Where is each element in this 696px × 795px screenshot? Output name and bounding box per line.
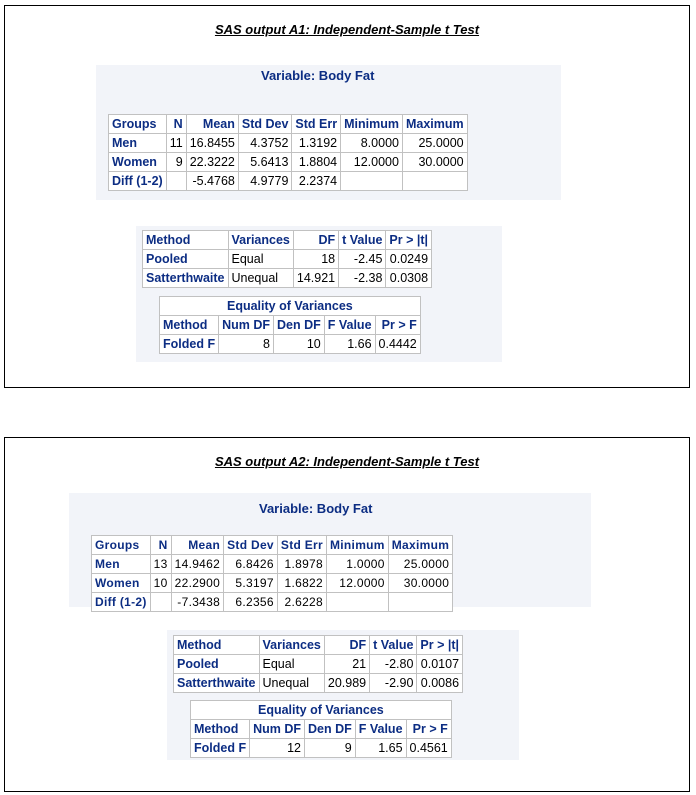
column-header: t Value — [339, 231, 386, 250]
column-header: Groups — [109, 115, 167, 134]
table-row — [160, 335, 421, 354]
sas-output-a2-panel — [4, 437, 690, 792]
table-cell: 14.921 — [293, 269, 338, 288]
column-header: Den DF — [274, 316, 325, 335]
ttest-table — [142, 230, 432, 288]
table-cell — [327, 593, 389, 612]
panel-title: SAS output A1: Independent-Sample t Test — [214, 22, 480, 37]
table-cell: Equal — [228, 250, 293, 269]
table-row — [92, 593, 453, 612]
table-row — [143, 269, 432, 288]
table-cell — [388, 593, 452, 612]
table-cell: Unequal — [228, 269, 293, 288]
table-cell: Unequal — [259, 674, 324, 693]
table-row — [174, 655, 463, 674]
column-header: Maximum — [402, 115, 467, 134]
table-cell: 1.3192 — [292, 134, 341, 153]
table-title: Equality of Variances — [160, 297, 421, 316]
column-header: Std Dev — [224, 536, 278, 555]
table-cell: 0.4442 — [375, 335, 420, 354]
table-cell: 4.9779 — [238, 172, 292, 191]
table-cell: 18 — [293, 250, 338, 269]
table-cell: 4.3752 — [238, 134, 292, 153]
table-cell: 5.3197 — [224, 574, 278, 593]
equality-of-variances-table — [190, 700, 452, 758]
table-cell: 0.0107 — [417, 655, 463, 674]
table-header-row — [160, 316, 421, 335]
column-header: Mean — [171, 536, 223, 555]
column-header: DF — [324, 636, 369, 655]
column-header: F Value — [324, 316, 375, 335]
table-cell: -7.3438 — [171, 593, 223, 612]
column-header: Pr > |t| — [417, 636, 463, 655]
table-cell: 1.8978 — [277, 555, 326, 574]
table-row — [109, 172, 468, 191]
column-header: Minimum — [327, 536, 389, 555]
table-cell: 0.0249 — [386, 250, 432, 269]
table-cell: 25.0000 — [388, 555, 452, 574]
table-cell: Equal — [259, 655, 324, 674]
table-cell: 14.9462 — [171, 555, 223, 574]
row-header: Diff (1-2) — [109, 172, 167, 191]
table-cell: -2.90 — [370, 674, 417, 693]
column-header: Num DF — [250, 720, 305, 739]
table-cell: 6.2356 — [224, 593, 278, 612]
table-cell: 11 — [166, 134, 186, 153]
table-row — [92, 574, 453, 593]
table-cell: 6.8426 — [224, 555, 278, 574]
table-cell: 12 — [250, 739, 305, 758]
table-cell: 0.0308 — [386, 269, 432, 288]
table-cell: 12.0000 — [341, 153, 403, 172]
table-cell: -2.80 — [370, 655, 417, 674]
column-header: Variances — [228, 231, 293, 250]
row-header: Folded F — [191, 739, 250, 758]
table-cell: 9 — [305, 739, 356, 758]
table-cell: 22.3222 — [186, 153, 238, 172]
column-header: Method — [143, 231, 229, 250]
table-cell: -2.38 — [339, 269, 386, 288]
column-header: Minimum — [341, 115, 403, 134]
column-header: Method — [160, 316, 219, 335]
table-cell: 13 — [150, 555, 171, 574]
row-header: Pooled — [143, 250, 229, 269]
column-header: Pr > |t| — [386, 231, 432, 250]
panel-title: SAS output A2: Independent-Sample t Test — [214, 454, 480, 469]
row-header: Diff (1-2) — [92, 593, 151, 612]
table-cell: 1.0000 — [327, 555, 389, 574]
row-header: Men — [109, 134, 167, 153]
table-header-row — [191, 720, 452, 739]
column-header: DF — [293, 231, 338, 250]
table-cell: 9 — [166, 153, 186, 172]
table-row — [109, 134, 468, 153]
table-cell: 16.8455 — [186, 134, 238, 153]
table-cell: 1.6822 — [277, 574, 326, 593]
table-cell: 10 — [150, 574, 171, 593]
table-header-row — [92, 536, 453, 555]
row-header: Satterthwaite — [143, 269, 229, 288]
table-cell: 1.8804 — [292, 153, 341, 172]
row-header: Satterthwaite — [174, 674, 260, 693]
ttest-table — [173, 635, 463, 693]
table-cell — [341, 172, 403, 191]
table-cell: 25.0000 — [402, 134, 467, 153]
table-row — [109, 153, 468, 172]
column-header: t Value — [370, 636, 417, 655]
column-header: Den DF — [305, 720, 356, 739]
table-cell: 22.2900 — [171, 574, 223, 593]
table-cell: 12.0000 — [327, 574, 389, 593]
column-header: Method — [174, 636, 260, 655]
table-header-row — [174, 636, 463, 655]
table-cell: 8 — [219, 335, 274, 354]
table-title-row — [191, 701, 452, 720]
table-cell — [402, 172, 467, 191]
table-cell: 5.6413 — [238, 153, 292, 172]
table-cell: -2.45 — [339, 250, 386, 269]
column-header: Std Err — [277, 536, 326, 555]
table-cell: 1.66 — [324, 335, 375, 354]
table-row — [174, 674, 463, 693]
table-cell: -5.4768 — [186, 172, 238, 191]
column-header: Std Dev — [238, 115, 292, 134]
table-cell — [150, 593, 171, 612]
column-header: Method — [191, 720, 250, 739]
statistics-table — [108, 114, 468, 191]
column-header: F Value — [355, 720, 406, 739]
column-header: Std Err — [292, 115, 341, 134]
table-title-row — [160, 297, 421, 316]
row-header: Men — [92, 555, 151, 574]
equality-of-variances-table — [159, 296, 421, 354]
table-row — [143, 250, 432, 269]
column-header: Variances — [259, 636, 324, 655]
table-cell — [166, 172, 186, 191]
table-header-row — [109, 115, 468, 134]
row-header: Folded F — [160, 335, 219, 354]
table-cell: 2.2374 — [292, 172, 341, 191]
column-header: Num DF — [219, 316, 274, 335]
table-cell: 20.989 — [324, 674, 369, 693]
statistics-table — [91, 535, 453, 612]
table-cell: 2.6228 — [277, 593, 326, 612]
column-header: N — [166, 115, 186, 134]
row-header: Pooled — [174, 655, 260, 674]
column-header: Pr > F — [406, 720, 451, 739]
table-cell: 0.4561 — [406, 739, 451, 758]
column-header: Maximum — [388, 536, 452, 555]
variable-title: Variable: Body Fat — [261, 68, 375, 83]
table-cell: 0.0086 — [417, 674, 463, 693]
variable-title: Variable: Body Fat — [259, 501, 373, 516]
table-header-row — [143, 231, 432, 250]
column-header: Groups — [92, 536, 151, 555]
sas-output-a1-panel — [4, 5, 690, 388]
table-cell: 8.0000 — [341, 134, 403, 153]
table-row — [92, 555, 453, 574]
table-row — [191, 739, 452, 758]
table-cell: 21 — [324, 655, 369, 674]
table-title: Equality of Variances — [191, 701, 452, 720]
column-header: Mean — [186, 115, 238, 134]
table-cell: 1.65 — [355, 739, 406, 758]
table-cell: 30.0000 — [388, 574, 452, 593]
row-header: Women — [92, 574, 151, 593]
column-header: Pr > F — [375, 316, 420, 335]
table-cell: 30.0000 — [402, 153, 467, 172]
row-header: Women — [109, 153, 167, 172]
column-header: N — [150, 536, 171, 555]
table-cell: 10 — [274, 335, 325, 354]
